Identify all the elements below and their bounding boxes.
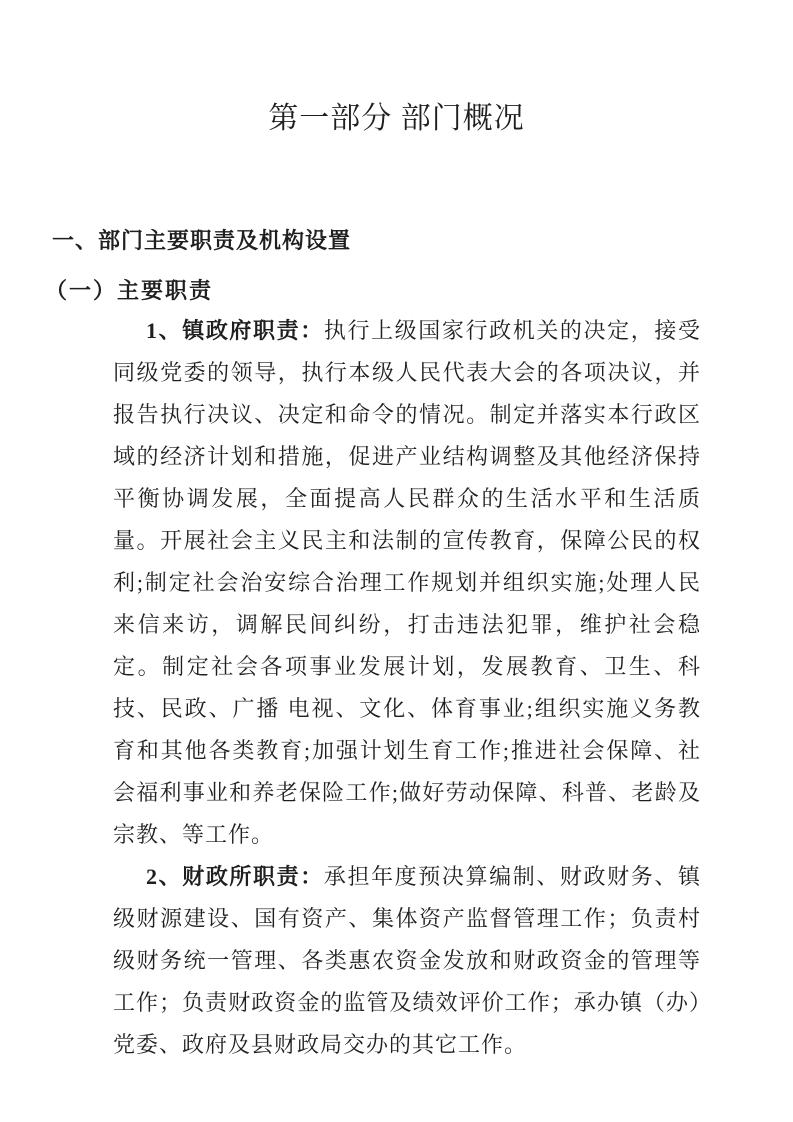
paragraph-lead: 1、镇政府职责： <box>146 318 324 343</box>
subsection-heading: （一）主要职责 <box>45 278 214 303</box>
section-heading: 一、部门主要职责及机构设置 <box>52 228 352 253</box>
paragraph-text: 执行上级国家行政机关的决定，接受同级党委的领导，执行本级人民代表大会的各项决议，并报告执行决议、决定和命令的情况。制定并落实本行政区域的经济计划和措施，促进产业结构调整及其他经济保持平衡协调发展，全面提高人民群众的生活水平和生活质量。开展社会主义民主和法制的宣传教育，保障公民的权利;制定社会治安综合治理工作规划并组织实施;处理人民来信来访，调解民间纠纷，打击违法犯罪，维护社会稳定。制定社会各项事业发展计划，发展教育、卫生、科技、民政、广播 电视、文化、体育事业;组织实施义务教育和其他各类教育;加强计划生育工作;推进社会保障、社会福利事业和养老保险工作;做好劳动保障、科普、老龄及宗教、等工作。 <box>113 318 701 847</box>
paragraph-lead: 2、财政所职责： <box>146 864 324 889</box>
document-title: 第一部分 部门概况 <box>268 102 525 135</box>
paragraph-text: 承担年度预决算编制、财政财务、镇级财源建设、国有资产、集体资产监督管理工作；负责村级财务统一管理、各类惠农资金发放和财政资金的管理等工作；负责财政资金的监管及绩效评价工作；承办镇（办）党委、政府及县财政局交办的其它工作。 <box>113 864 701 1057</box>
paragraph-town-government-duties <box>113 310 701 856</box>
paragraph-finance-office-duties <box>113 856 701 1066</box>
